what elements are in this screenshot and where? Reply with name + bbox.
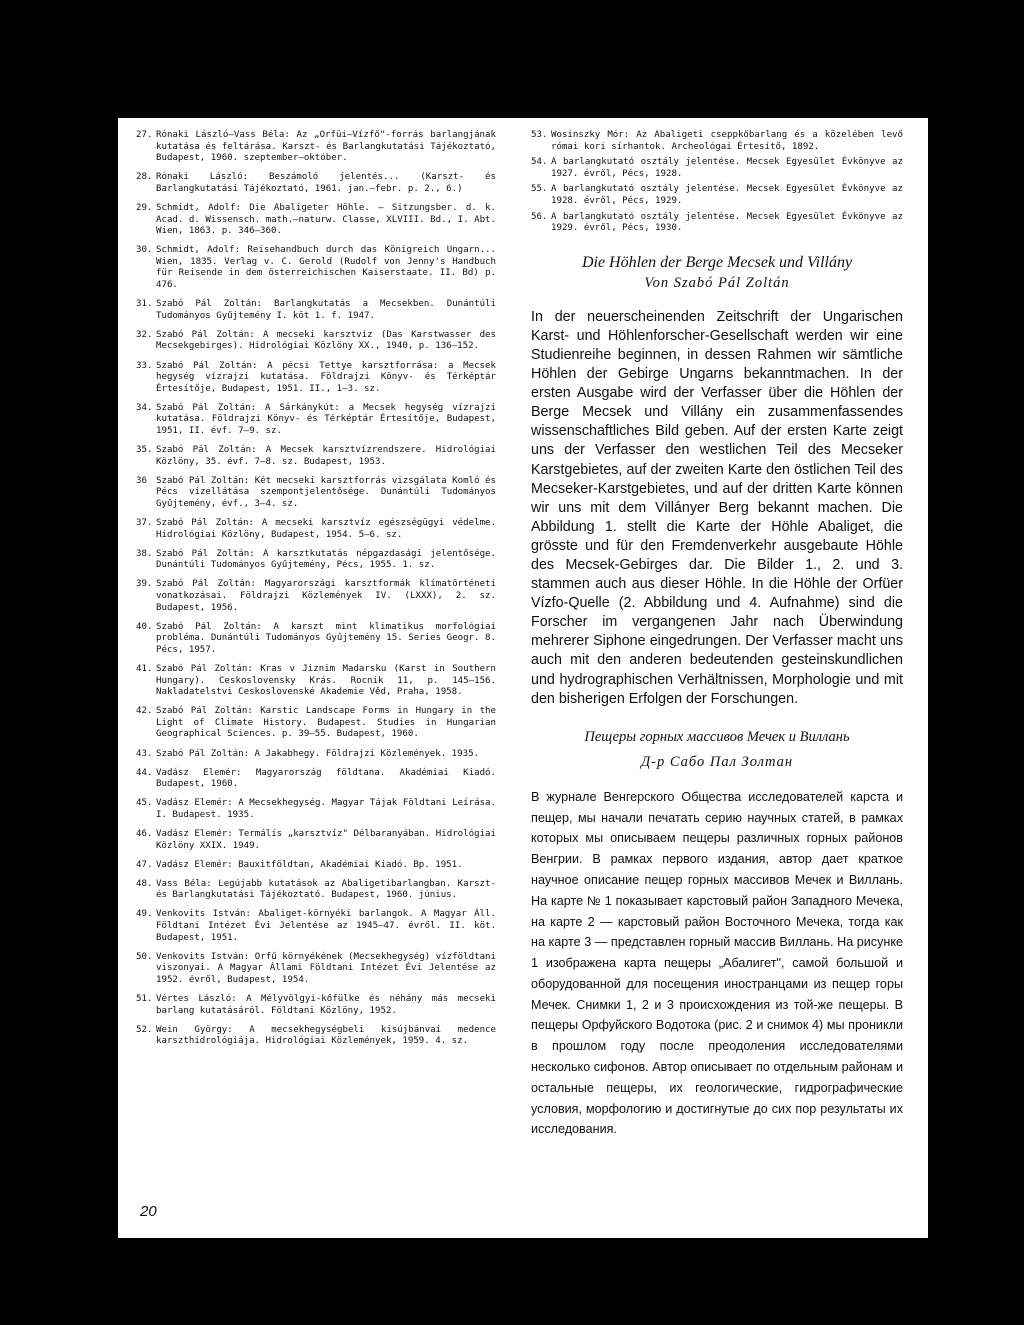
reference-entry bbox=[136, 879, 496, 902]
reference-entry bbox=[136, 664, 496, 699]
reference-text: Szabó Pál Zoltán: Kras v Jiznim Madarsku (Karst in Southern Hungary). Ceskoslovensky Krás. Rocnik 11, p. 145–156. Nakladatelstvi Ceskoslovenské Akademie Věd, Praha, 1958. bbox=[156, 663, 496, 698]
reference-number: 36 bbox=[136, 475, 147, 486]
reference-entry bbox=[136, 622, 496, 657]
reference-text: A barlangkutató osztály jelentése. Mecsek Egyesület Évkönyve az 1927. évről, Pécs, 1928. bbox=[551, 157, 903, 179]
reference-entry bbox=[531, 184, 903, 207]
reference-text: Szabó Pál Zoltán: Két mecseki karsztforrás vizsgálata Komló és Pécs vízellátása szempontjelentősége. Dunántúli Tudományos Gyűjtemény, évf., 3–4. sz. bbox=[156, 475, 496, 509]
reference-list-left bbox=[136, 130, 496, 1055]
reference-number: 39. bbox=[136, 579, 153, 590]
reference-number: 51. bbox=[136, 994, 153, 1005]
reference-number: 47. bbox=[136, 859, 153, 870]
reference-number: 43. bbox=[136, 748, 153, 759]
reference-number: 55. bbox=[531, 184, 548, 195]
right-column bbox=[531, 130, 903, 1140]
reference-entry bbox=[531, 157, 903, 180]
reference-entry bbox=[136, 476, 496, 511]
reference-number: 31. bbox=[136, 299, 153, 310]
reference-number: 50. bbox=[136, 951, 153, 962]
reference-number: 56. bbox=[531, 211, 548, 222]
reference-text: Vértes László: A Mélyvölgyi-kőfülke és néhány más mecseki barlang kutatásáról. Földtani Közlöny, 1952. bbox=[156, 994, 496, 1016]
reference-entry bbox=[136, 909, 496, 944]
reference-text: Schmidt, Adolf: Reisehandbuch durch das Königreich Ungarn... Wien, 1835. Verlag v. C. Gerold (Rudolf von Jenny's Handbuch für Reisende in dem österreichischen Kaiserstaate. II. Bd) p. 476. bbox=[156, 245, 496, 291]
reference-number: 40. bbox=[136, 621, 153, 632]
reference-text: Vadász Elemér: Magyarország földtana. Akadémiai Kiadó. Budapest, 1960. bbox=[156, 767, 496, 790]
reference-text: Szabó Pál Zoltán: A Sárkánykút: a Mecsek hegység vízrajzi kutatása. Földrajzi Könyv- és Térképtár Értesítője, Budapest, 1951, II. évf. 7–9. sz. bbox=[156, 402, 496, 436]
reference-entry bbox=[531, 212, 903, 235]
reference-text: Szabó Pál Zoltán: A Mecsek karsztvízrendszere. Hidrológiai Közlöny, 35. évf. 7–8. sz. Budapest, 1953. bbox=[156, 445, 496, 467]
reference-entry bbox=[531, 130, 903, 153]
reference-number: 48. bbox=[136, 878, 153, 889]
reference-text: Wein György: A mecsekhegységbeli kisújbánvai medence karszthidrológiája. Hidrológiai Közlemények, 1959. 4. sz. bbox=[156, 1024, 496, 1047]
russian-summary-title: Пещеры горных массивов Мечек и Виллань bbox=[584, 728, 850, 745]
reference-number: 49. bbox=[136, 909, 153, 920]
reference-entry bbox=[136, 445, 496, 468]
reference-number: 34. bbox=[136, 402, 153, 413]
reference-text: Szabó Pál Zoltán: A mecseki karsztvíz egészségügyi védelme. Hidrológiai Közlöny, Budapest, 1954. 5–6. sz. bbox=[156, 518, 496, 540]
german-summary-title: Die Höhlen der Berge Mecsek und Villány bbox=[581, 253, 853, 271]
reference-entry bbox=[136, 829, 496, 852]
reference-number: 54. bbox=[531, 157, 548, 168]
reference-entry bbox=[136, 579, 496, 614]
reference-text: Szabó Pál Zoltán: A Jakabhegy. Földrajzi Közlemények. 1935. bbox=[156, 748, 480, 759]
reference-number: 42. bbox=[136, 706, 153, 717]
reference-text: Szabó Pál Zoltán: A pécsi Tettye karsztforrása: a Mecsek hegység vízrajzi kutatása. Földrajzi Könyv- és Térképtár Értesítője, Budapest, 1951. II., 1–3. sz. bbox=[156, 360, 496, 394]
reference-text: Szabó Pál Zoltán: A mecseki karsztvíz (Das Karstwasser des Mecsekgebirges). Hidrológiai Közlöny XX., 1940, p. 136–152. bbox=[156, 329, 496, 352]
reference-entry bbox=[136, 330, 496, 353]
reference-list-right bbox=[531, 130, 903, 235]
reference-number: 32. bbox=[136, 329, 153, 340]
reference-entry bbox=[136, 749, 496, 761]
russian-summary-body: В журнале Венгерского Общества исследователей карста и пещер, мы начали печатать серию научных статей, в рамках которых мы описываем пещеры различных горных районов Венгрии. В рамках первого издания, автор дает краткое научное описание пещер горных массивов Мечек и Виллань. На карте № 1 показывает карстовый район Западного Мечека, на карте 2 — карстовый район Восточного Мечека, тогда как на карте 3 — представлен горный массив Виллань. На рисунке 1 изображена карта пещеры „Абалигет", самой большой и оборудованной для посещения иностранцами из пещер горы Мечек. Снимки 1, 2 и 3 происхождения из той-же пещеры. В пещеры Орфуйского Водотока (рис. 2 и снимок 4) мы проникли в прошлом году после преодоления исследователями несколько сифонов. Автор описывает по отдельным районам и остальные пещеры, их геологические, гидрографические условия, морфологию и достигнутые до сих пор результаты их исследования. bbox=[531, 789, 903, 1137]
reference-entry bbox=[136, 361, 496, 396]
german-summary-body: In der neuerscheinenden Zeitschrift der Ungarischen Karst- und Höhlenforscher-Gesellschaft werden wir eine Studienreihe beginnen, in dessen Rahmen wir sämtliche Höhlen der Gebirge Ungarns bekanntmachen. In der ersten Ausgabe wird der Verfasser über die Höhlen der Berge Mecsek und Villány ein zusammenfassendes wissenschaftliches Bild geben. Auf der ersten Karte zeigt uns der Verfasser den westlichen Teil des Mecseker Karstgebietes, auf der zweiten Karte den östlichen Teil des Mecseker-Karstgebietes, und auf der dritten Karte können wir uns mit dem Villányer Berg bekannt machen. Die Abbildung 1. stellt die Karte der Höhle Abaliget, die grösste und für den Fremdenverkehr ausgebaute Höhle des Mecsek-Gebirges dar. Die Bilder 1., 2. und 3. stammen auch aus dieser Höhle. In die Höhle der Orfüer Vízfo-Quelle (2. Abbildung und 4. Aufnahme) sind die Forscher im vergangenen Jahr nach Überwindung mehrerer Siphone eingedrungen. Der Verfasser macht uns auch mit den anderen bedeutenden gesteinskundlichen und hydrographischen Verhältnissen, Morphologie und mit den bisherigen Erfolgen der Forschungen. bbox=[531, 308, 903, 707]
reference-number: 28. bbox=[136, 172, 153, 183]
reference-number: 44. bbox=[136, 767, 153, 778]
reference-entry bbox=[136, 299, 496, 322]
reference-number: 52. bbox=[136, 1024, 153, 1035]
reference-entry bbox=[136, 768, 496, 791]
reference-text: Rónaki László: Beszámoló jelentés... (Karszt- és Barlangkutatási Tájékoztató, 1961. jan.–febr. p. 2., 6.) bbox=[156, 172, 496, 194]
reference-number: 45. bbox=[136, 798, 153, 809]
reference-number: 30. bbox=[136, 245, 153, 256]
reference-number: 46. bbox=[136, 829, 153, 839]
reference-entry bbox=[136, 130, 496, 165]
reference-text: Szabó Pál Zoltán: Magyarországi karsztformák klímatörténeti vonatkozásai. Földrajzi Közlemények IV. (LXXX), 2. sz. Budapest, 1956. bbox=[156, 579, 496, 613]
reference-number: 33. bbox=[136, 360, 153, 371]
reference-entry bbox=[136, 518, 496, 541]
reference-text: Vadász Elemér: A Mecsekhegység. Magyar Tájak Földtani Leírása. I. Budapest. 1935. bbox=[156, 798, 496, 820]
reference-entry bbox=[136, 245, 496, 291]
russian-summary-author: Д-р Сабо Пал Золтан bbox=[640, 753, 794, 770]
reference-entry bbox=[136, 403, 496, 438]
reference-entry bbox=[136, 952, 496, 987]
reference-text: A barlangkutató osztály jelentése. Mecsek Egyesület Évkönyve az 1929. évről, Pécs, 1930. bbox=[551, 211, 903, 234]
reference-text: Vadász Elemér: Bauxitföldtan, Akadémiai Kiadó. Bp. 1951. bbox=[156, 859, 463, 870]
reference-entry bbox=[136, 549, 496, 572]
reference-text: Szabó Pál Zoltán: A karszt mint klimatikus morfológiai probléma. Dunántúli Tudományos Gyűjtemény 15. Series Geogr. 8. Pécs, 1957. bbox=[156, 621, 496, 655]
reference-number: 41. bbox=[136, 663, 153, 674]
reference-text: Vadász Elemér: Termális „karsztvíz" Délbaranyában. Hidrológiai Közlöny XXIX. 1949. bbox=[156, 829, 496, 851]
reference-entry bbox=[136, 860, 496, 872]
reference-entry bbox=[136, 203, 496, 238]
reference-number: 35. bbox=[136, 445, 153, 456]
page-number: 20 bbox=[140, 1203, 157, 1220]
reference-entry bbox=[136, 994, 496, 1017]
german-summary-author: Von Szabó Pál Zoltán bbox=[644, 274, 790, 291]
reference-entry bbox=[136, 706, 496, 741]
reference-entry bbox=[136, 798, 496, 821]
reference-entry bbox=[136, 172, 496, 195]
reference-number: 29. bbox=[136, 202, 153, 213]
reference-text: A barlangkutató osztály jelentése. Mecsek Egyesület Évkönyve az 1928. évről, Pécs, 1929. bbox=[551, 184, 903, 206]
reference-text: Szabó Pál Zoltán: A karsztkutatás népgazdasági jelentősége. Dunántúli Tudományos Gyűjtemény, Pécs, 1955. 1. sz. bbox=[156, 548, 496, 571]
reference-number: 38. bbox=[136, 548, 153, 559]
reference-text: Szabó Pál Zoltán: Barlangkutatás a Mecsekben. Dunántúli Tudományos Gyűjtemény I. köt 1. f. 1947. bbox=[156, 299, 496, 321]
reference-text: Rónaki László–Vass Béla: Az „Orfüi–Vízfő"-forrás barlangjának kutatása és feltárása. Karszt- és Barlangkutatási Tájékoztató, Budapest, 1960. szeptember–október. bbox=[156, 130, 496, 164]
reference-text: Wosinszky Mór: Az Abaligeti cseppkőbarlang és a közelében levő római kori sírhantok. Archeológai Értesítő, 1892. bbox=[551, 130, 903, 152]
reference-text: Venkovits István: Orfű környékének (Mecsekhegység) vízföldtani viszonyai. A Magyar Állami Földtani Intézet Évi Jelentése az 1952. évről, Budapest, 1954. bbox=[156, 951, 496, 985]
reference-number: 53. bbox=[531, 130, 548, 140]
reference-entry bbox=[136, 1025, 496, 1048]
reference-text: Szabó Pál Zoltán: Karstic Landscape Forms in Hungary in the Light of Climate History. Budapest. Studies in Hungarian Geographical Sciences. p. 39–55. Budapest, 1960. bbox=[156, 706, 496, 740]
reference-text: Schmidt, Adolf: Die Abaligeter Höhle. – Sitzungsber. d. k. Acad. d. Wissensch. math.–naturw. Classe, XLVIII. Bd., I. Abt. Wien, 1863. p. 346–360. bbox=[156, 202, 496, 237]
reference-number: 27. bbox=[136, 130, 153, 140]
reference-text: Vass Béla: Legújabb kutatások az Abaligetibarlangban. Karszt- és Barlangkutatási Tájékoztató. Budapest, 1960. június. bbox=[156, 878, 496, 901]
document-page bbox=[118, 118, 928, 1238]
reference-text: Venkovits István: Abaliget-környéki barlangok. A Magyar Áll. Földtani Intézet Évi Jelentése az 1945–47. évről. II. köt. Budapest, 1951. bbox=[156, 909, 496, 943]
reference-number: 37. bbox=[136, 518, 153, 529]
